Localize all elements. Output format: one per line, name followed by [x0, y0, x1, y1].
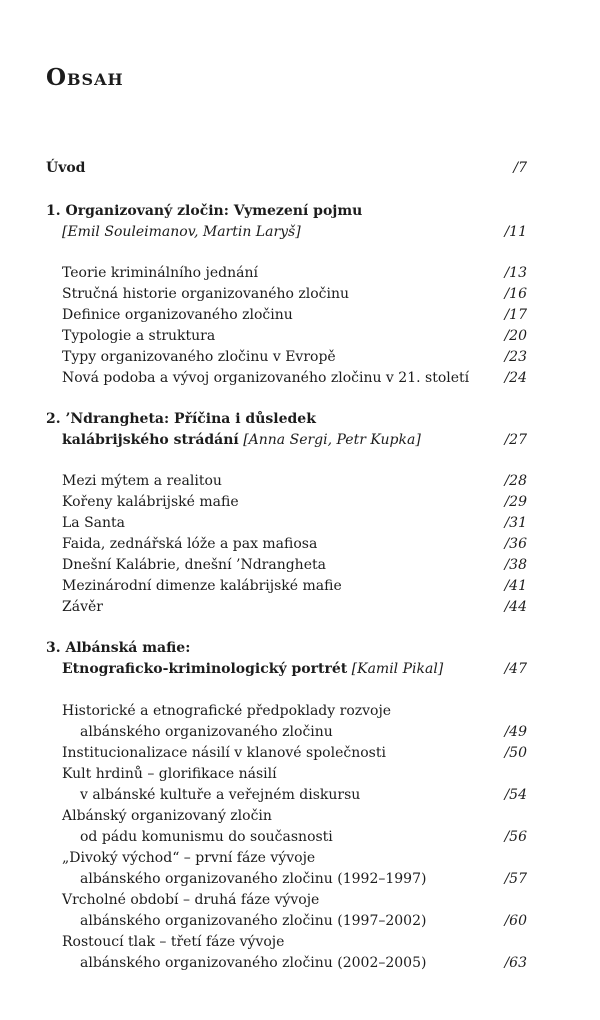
toc-item: [0, 470, 600, 492]
chapter-title-cont: Etnograficko-kriminologický portrét: [62, 661, 348, 677]
toc-chapter-1-authors: [0, 221, 600, 243]
toc-entry-label: Teorie kriminálního jednání: [62, 265, 258, 281]
toc-item-cont: [0, 826, 600, 848]
toc-item: [0, 596, 600, 618]
toc-page-number: /38: [504, 557, 527, 573]
toc-entry-label: Historické a etnografické předpoklady rozvoje: [62, 703, 392, 719]
toc-item-cont: [0, 910, 600, 932]
toc-entry-label: Vrcholné období – druhá fáze vývoje: [62, 892, 320, 908]
toc-entry-intro: [0, 157, 600, 179]
toc-page-number: /44: [504, 599, 527, 615]
toc-page-number: /20: [504, 328, 527, 344]
toc-item: [0, 847, 600, 869]
toc-entry-label: Dnešní Kalábrie, dnešní ’Ndrangheta: [62, 557, 326, 573]
chapter-title: Albánská mafie:: [65, 640, 191, 656]
toc-item: [0, 304, 600, 326]
toc-item: [0, 805, 600, 827]
toc-entry-label-cont: od pádu komunismu do současnosti: [80, 829, 333, 845]
toc-entry-label: Mezinárodní dimenze kalábrijské mafie: [62, 578, 342, 594]
toc-page-number: /11: [504, 224, 527, 240]
chapter-authors: [Emil Souleimanov, Martin Laryš]: [62, 224, 301, 240]
toc-page-number: /36: [504, 536, 527, 552]
toc-page-number: /7: [513, 160, 527, 176]
toc-page-number: /17: [504, 307, 527, 323]
toc-item: [0, 262, 600, 284]
toc-entry-label: Faida, zednářská lóže a pax mafiosa: [62, 536, 318, 552]
toc-entry-label: Závěr: [62, 599, 103, 615]
toc-page-number: /23: [504, 349, 527, 365]
chapter-title: ’Ndrangheta: Příčina i důsledek: [65, 411, 316, 427]
toc-entry-label: Institucionalizace násilí v klanové společnosti: [62, 745, 386, 761]
toc-item: [0, 889, 600, 911]
chapter-title: Organizovaný zločin: Vymezení pojmu: [65, 203, 363, 219]
toc-entry-label: Stručná historie organizovaného zločinu: [62, 286, 350, 302]
toc-entry-label-cont: v albánské kultuře a veřejném diskursu: [80, 787, 361, 803]
chapter-authors: [Anna Sergi, Petr Kupka]: [243, 432, 421, 448]
toc-page-number: /56: [504, 829, 527, 845]
toc-item: [0, 325, 600, 347]
toc-item: [0, 575, 600, 597]
toc-entry-label: Kult hrdinů – glorifikace násilí: [62, 766, 277, 782]
toc-page-number: /24: [504, 370, 527, 386]
toc-chapter-3-heading-cont: [0, 658, 600, 680]
toc-entry-label: Mezi mýtem a realitou: [62, 473, 222, 489]
toc-item-cont: [0, 784, 600, 806]
toc-item: [0, 346, 600, 368]
toc-entry-label: La Santa: [62, 515, 126, 531]
toc-page-number: /47: [504, 661, 527, 677]
toc-item: [0, 931, 600, 953]
toc-page-number: /31: [504, 515, 527, 531]
toc-entry-label-cont: albánského organizovaného zločinu (1997–2002): [80, 913, 427, 929]
toc-chapter-2-heading-cont: [0, 429, 600, 451]
toc-page-number: /29: [504, 494, 527, 510]
toc-page-number: /60: [504, 913, 527, 929]
toc-entry-label: Rostoucí tlak – třetí fáze vývoje: [62, 934, 285, 950]
toc-chapter-3-heading: [0, 637, 600, 659]
toc-item-cont: [0, 721, 600, 743]
toc-page-number: /27: [504, 432, 527, 448]
toc-entry-label-cont: albánského organizovaného zločinu (1992–1997): [80, 871, 427, 887]
chapter-number: 1.: [46, 203, 61, 219]
toc-page-number: /63: [504, 955, 527, 971]
toc-entry-label-cont: albánského organizovaného zločinu: [80, 724, 333, 740]
chapter-number: 3.: [46, 640, 61, 656]
chapter-number: 2.: [46, 411, 61, 427]
toc-item: [0, 700, 600, 722]
toc-page-number: /41: [504, 578, 527, 594]
chapter-title-cont: kalábrijského strádání: [62, 432, 239, 448]
toc-page-number: /54: [504, 787, 527, 803]
toc-entry-label: Typy organizovaného zločinu v Evropě: [62, 349, 336, 365]
toc-item: [0, 742, 600, 764]
toc-page-number: /57: [504, 871, 527, 887]
toc-item-cont: [0, 868, 600, 890]
toc-item: [0, 554, 600, 576]
chapter-authors: [Kamil Pikal]: [351, 661, 444, 677]
toc-page-number: /16: [504, 286, 527, 302]
toc-entry-label: Albánský organizovaný zločin: [62, 808, 272, 824]
toc-item: [0, 283, 600, 305]
toc-entry-label: Definice organizovaného zločinu: [62, 307, 293, 323]
toc-item: [0, 367, 600, 389]
toc-page-number: /13: [504, 265, 527, 281]
toc-entry-label-cont: albánského organizovaného zločinu (2002–2005): [80, 955, 427, 971]
toc-page-number: /49: [504, 724, 527, 740]
toc-entry-label: „Divoký východ“ – první fáze vývoje: [62, 850, 316, 866]
toc-page-number: /50: [504, 745, 527, 761]
toc-item: [0, 533, 600, 555]
toc-chapter-2-heading: [0, 408, 600, 430]
toc-entry-label: Kořeny kalábrijské mafie: [62, 494, 239, 510]
toc-item-cont: [0, 952, 600, 974]
toc-entry-label: Typologie a struktura: [62, 328, 216, 344]
toc-chapter-1-heading: [0, 200, 600, 222]
toc-item: [0, 512, 600, 534]
toc-item: [0, 491, 600, 513]
toc-page-number: /28: [504, 473, 527, 489]
toc-item: [0, 763, 600, 785]
toc-entry-label: Nová podoba a vývoj organizovaného zločinu v 21. století: [62, 370, 470, 386]
toc-entry-label: Úvod: [46, 160, 86, 176]
page-title: Obsah: [46, 64, 124, 91]
